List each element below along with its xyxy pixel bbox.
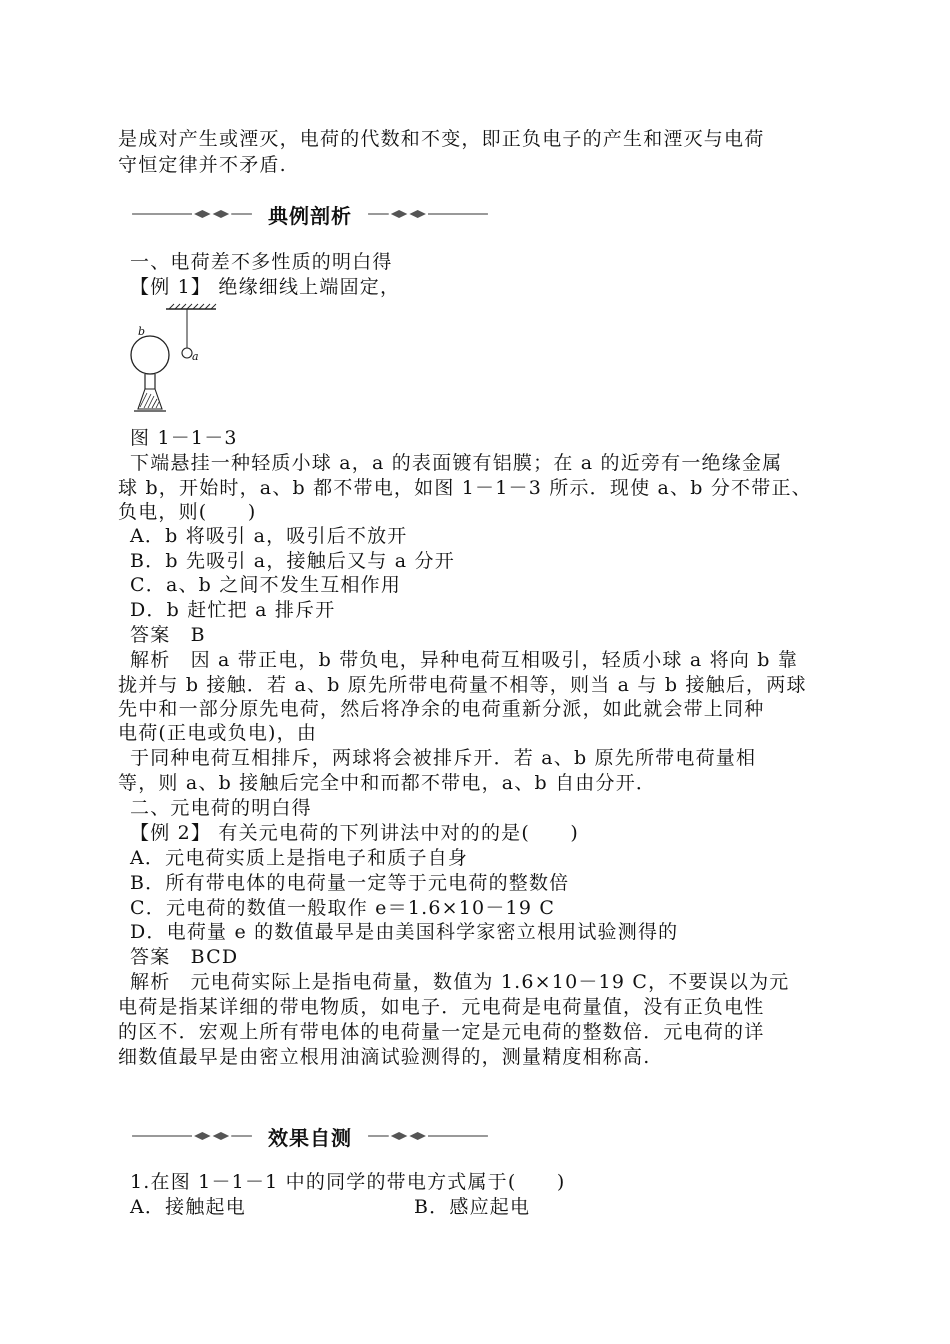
- question1-text: 1.在图 1－1－1 中的同学的带电方式属于( ): [130, 1171, 566, 1193]
- example2-option-d: D．电荷量 e 的数值最早是由美国科学家密立根用试验测得的: [130, 921, 679, 943]
- example2-analysis-2: 电荷是指某详细的带电物质，如电子．元电荷是电荷量值，没有正负电性: [118, 996, 765, 1018]
- section-heading-examples: [130, 199, 490, 229]
- ornament-left-icon: [130, 199, 254, 229]
- example1-answer: 答案 B: [130, 624, 206, 646]
- ornament-right-icon: [366, 1121, 490, 1151]
- example1-body-1: 下端悬挂一种轻质小球 a，a 的表面镀有铝膜；在 a 的近旁有一绝缘金属: [130, 452, 783, 474]
- part1-heading: 一、电荷差不多性质的明白得: [130, 251, 393, 273]
- question1-option-a: A．接触起电: [130, 1196, 246, 1218]
- ornament-right-icon: [366, 199, 490, 229]
- example1-label: 【例 1】 绝缘细线上端固定，: [130, 276, 401, 298]
- example2-analysis-1: 解析 元电荷实际上是指电荷量，数值为 1.6×10－19 C，不要误以为元: [130, 971, 790, 993]
- example2-option-c: C．元电荷的数值一般取作 e＝1.6×10－19 C: [130, 897, 556, 919]
- example1-option-d: D．b 赶忙把 a 排斥开: [130, 599, 336, 621]
- example2-analysis-4: 细数值最早是由密立根用油滴试验测得的，测量精度相称高.: [118, 1046, 651, 1068]
- figure-label-b: b: [138, 325, 146, 338]
- example1-analysis-5: 于同种电荷互相排斥，两球将会被排斥开．若 a、b 原先所带电荷量相: [130, 747, 757, 769]
- example2-label: 【例 2】 有关元电荷的下列讲法中对的的是( ): [130, 822, 579, 844]
- question1-option-b: B．感应起电: [414, 1196, 531, 1218]
- example2-option-a: A．元电荷实质上是指电子和质子自身: [130, 847, 469, 869]
- section-title: 典例剖析: [268, 203, 352, 228]
- example1-option-b: B．b 先吸引 a，接触后又与 a 分开: [130, 550, 455, 572]
- section-title: 效果自测: [268, 1125, 352, 1150]
- intro-line-2: 守恒定律并不矛盾.: [118, 154, 287, 176]
- example1-option-a: A．b 将吸引 a，吸引后不放开: [130, 525, 408, 547]
- electroscope-figure: [124, 303, 220, 417]
- example1-analysis-6: 等，则 a、b 接触后完全中和而都不带电，a、b 自由分开．: [118, 772, 657, 794]
- example1-analysis-2: 拢并与 b 接触．若 a、b 原先所带电荷量不相等，则当 a 与 b 接触后，两球: [118, 674, 807, 696]
- example2-analysis-3: 的区不．宏观上所有带电体的电荷量一定是元电荷的整数倍．元电荷的详: [118, 1021, 765, 1043]
- example2-option-b: B．所有带电体的电荷量一定等于元电荷的整数倍: [130, 872, 570, 894]
- example1-analysis-4: 电荷(正电或负电)，由: [118, 722, 318, 744]
- intro-line-1: 是成对产生或湮灭，电荷的代数和不变，即正负电子的产生和湮灭与电荷: [118, 128, 765, 150]
- section-heading-self-test: [130, 1121, 490, 1151]
- example1-body-3: 负电，则( ): [118, 501, 257, 523]
- example1-analysis-3: 先中和一部分原先电荷，然后将净余的电荷重新分派，如此就会带上同种: [118, 698, 765, 720]
- part2-heading: 二、元电荷的明白得: [130, 797, 312, 819]
- example1-analysis-1: 解析 因 a 带正电，b 带负电，异种电荷互相吸引，轻质小球 a 将向 b 靠: [130, 649, 799, 671]
- figure-caption: 图 1－1－3: [130, 427, 238, 449]
- ornament-left-icon: [130, 1121, 254, 1151]
- figure-label-a: a: [192, 350, 199, 363]
- example1-option-c: C．a、b 之间不发生互相作用: [130, 574, 402, 596]
- example1-body-2: 球 b，开始时，a、b 都不带电，如图 1－1－3 所示．现使 a、b 分不带正、: [118, 477, 812, 499]
- example2-answer: 答案 BCD: [130, 946, 239, 968]
